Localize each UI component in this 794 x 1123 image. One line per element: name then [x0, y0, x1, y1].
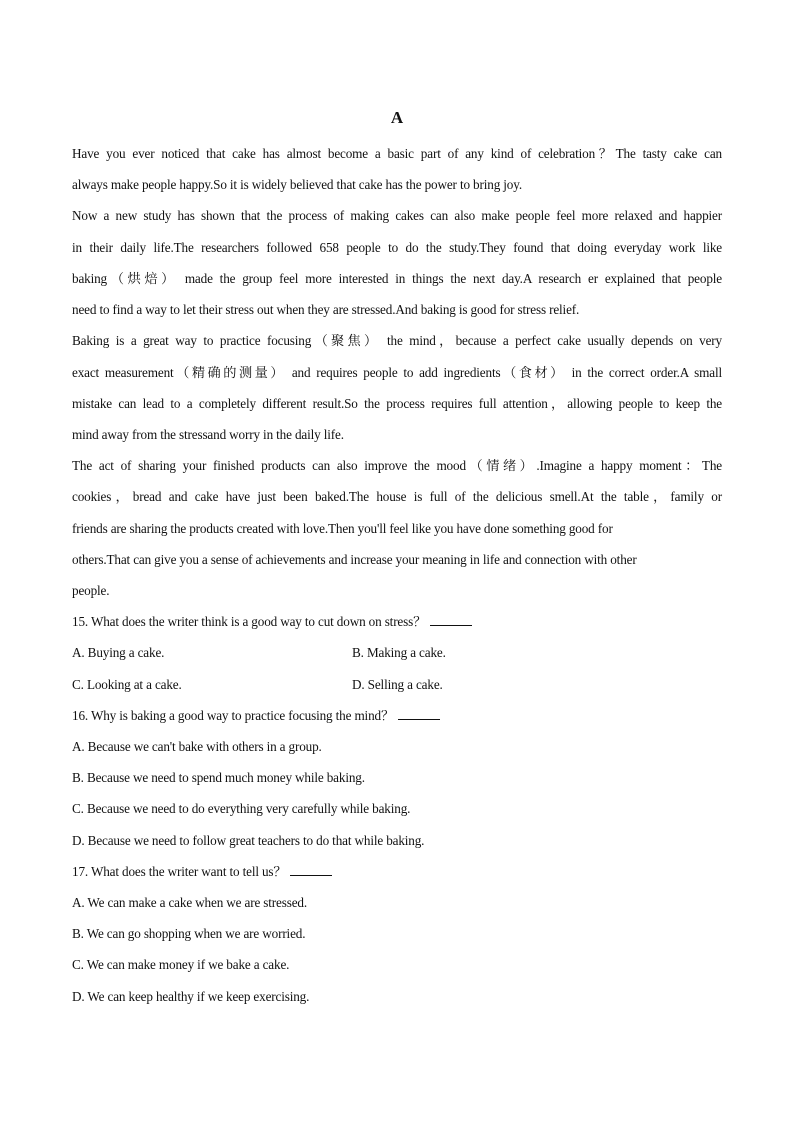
paragraph-line: The act of sharing your finished products can also improve the mood（情绪）.Imagine a happy moment：The — [72, 458, 722, 473]
question-16 — [72, 707, 722, 725]
options-row — [72, 644, 722, 662]
question-17 — [72, 863, 722, 881]
paragraph-line: Have you ever noticed that cake has almost become a basic part of any kind of celebration？The tasty cake can — [72, 146, 722, 161]
question-stem: 16. Why is baking a good way to practice focusing the mind？ — [72, 708, 394, 723]
paragraph-line: in their daily life.The researchers followed 658 people to do the study.They found that doing everyday work like — [72, 240, 722, 255]
paragraph-line: friends are sharing the products created with love.Then you'll feel like you have done something good for — [72, 521, 613, 536]
paragraph-line: people. — [72, 583, 110, 598]
option-c[interactable]: C. We can make money if we bake a cake. — [72, 957, 290, 972]
question-15 — [72, 613, 722, 631]
options-row — [72, 676, 722, 694]
option-c[interactable]: C. Because we need to do everything very carefully while baking. — [72, 801, 411, 816]
answer-blank[interactable] — [398, 707, 440, 720]
question-stem: 17. What does the writer want to tell us？ — [72, 864, 287, 879]
option-b[interactable]: B. Making a cake. — [352, 645, 446, 660]
option-a[interactable]: A. We can make a cake when we are stressed. — [72, 895, 308, 910]
paragraph-line: exact measurement（精确的测量） and requires people to add ingredients（食材） in the correct order.A small — [72, 365, 722, 380]
paragraph-line: mistake can lead to a completely different result.So the process requires full attention，allowing people to keep the — [72, 396, 722, 411]
option-d[interactable]: D. Because we need to follow great teachers to do that while baking. — [72, 833, 425, 848]
paragraph-line: need to find a way to let their stress out when they are stressed.And baking is good for stress relief. — [72, 302, 580, 317]
paragraph-line: others.That can give you a sense of achievements and increase your meaning in life and connection with other — [72, 552, 637, 567]
passage-title: A — [390, 108, 404, 127]
option-d[interactable]: D. We can keep healthy if we keep exercising. — [72, 989, 310, 1004]
option-a[interactable]: A. Because we can't bake with others in a group. — [72, 739, 322, 754]
paragraph-line: cookies，bread and cake have just been baked.The house is full of the delicious smell.At the table，family or — [72, 489, 722, 504]
option-b[interactable]: B. Because we need to spend much money while baking. — [72, 770, 365, 785]
option-a[interactable]: A. Buying a cake. — [72, 645, 165, 660]
question-stem: 15. What does the writer think is a good way to cut down on stress？ — [72, 614, 427, 629]
option-b[interactable]: B. We can go shopping when we are worried. — [72, 926, 306, 941]
answer-blank[interactable] — [430, 613, 472, 626]
paragraph-line: Now a new study has shown that the process of making cakes can also make people feel more relaxed and happier — [72, 208, 722, 223]
paragraph-line: baking（烘焙） made the group feel more interested in things the next day.A research er explained that people — [72, 271, 722, 286]
option-c[interactable]: C. Looking at a cake. — [72, 677, 182, 692]
paragraph-line: mind away from the stressand worry in the daily life. — [72, 427, 344, 442]
paragraph-line: always make people happy.So it is widely believed that cake has the power to bring joy. — [72, 177, 522, 192]
answer-blank[interactable] — [290, 863, 332, 876]
paragraph-line: Baking is a great way to practice focusing（聚焦） the mind，because a perfect cake usually depends on very — [72, 333, 722, 348]
option-d[interactable]: D. Selling a cake. — [352, 677, 443, 692]
